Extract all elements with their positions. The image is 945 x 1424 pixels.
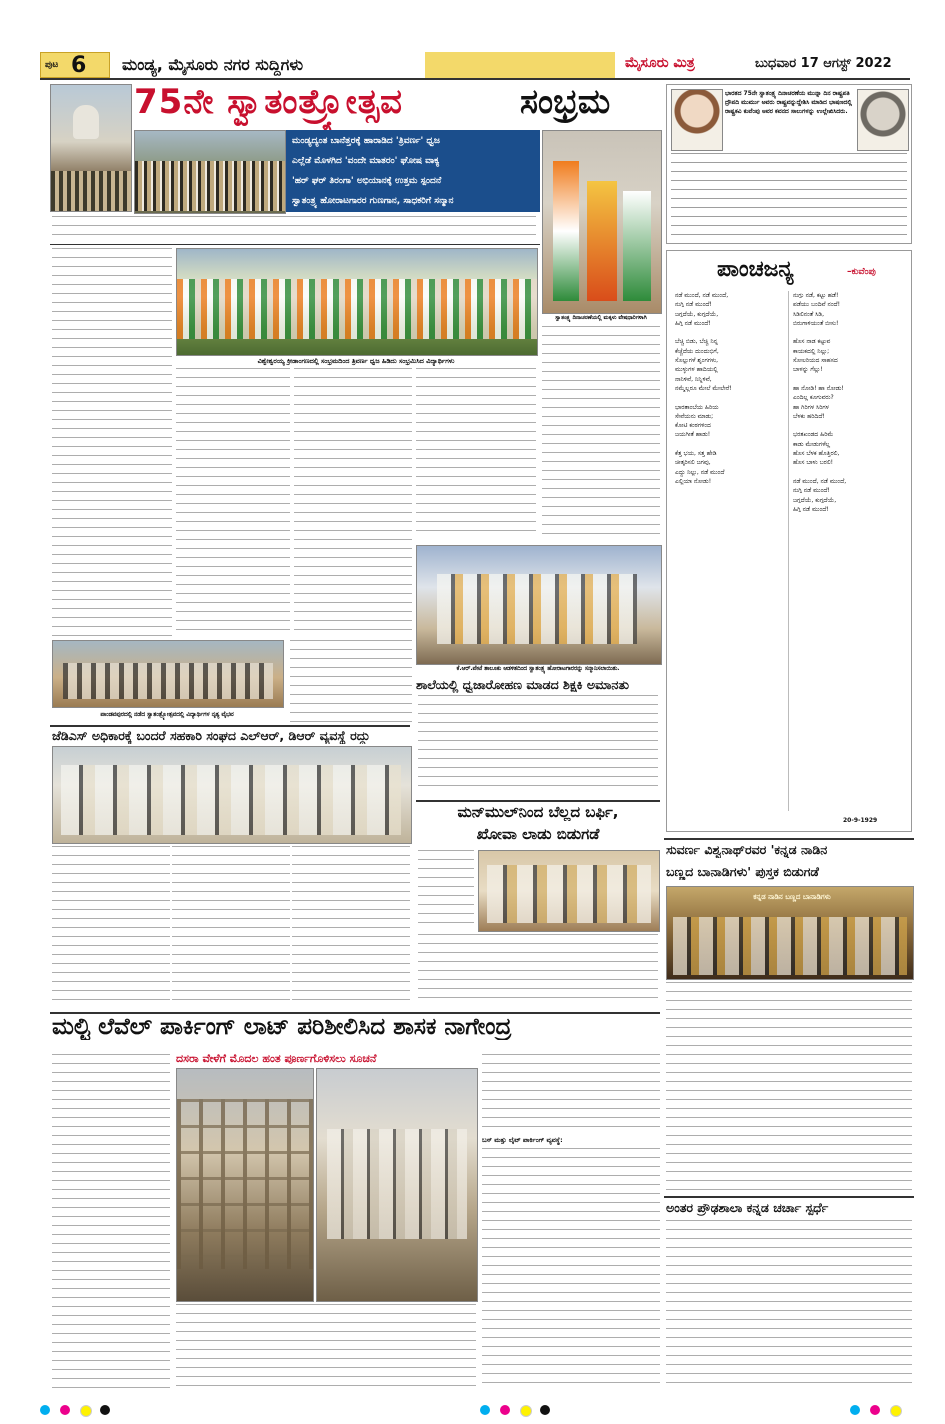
- march-photo: [134, 130, 286, 214]
- teacher-headline: ಶಾಲೆಯಲ್ಲಿ ಧ್ವಜಾರೋಹಣ ಮಾಡದ ಶಿಕ್ಷಕಿ ಅಮಾನತು: [416, 677, 629, 692]
- registration-mark: [480, 1405, 490, 1415]
- caption-honour: ಕೆ.ಆರ್.ಪೇಟೆ ತಾಲೂಕು ಆಡಳಿತದಿಂದ ಸ್ವಾತಂತ್ರ್ಯ ಹೋರಾಟಗಾರರನ್ನು ಸನ್ಮಾನಿಸಲಾಯಿತು.: [456, 666, 620, 672]
- registration-mark: [80, 1405, 92, 1417]
- lead-col2-text: [176, 368, 290, 630]
- caption-kids: ಸ್ವಾತಂತ್ರ್ಯ ದಿನಾಚರಣೆಯಲ್ಲಿ ಮಕ್ಕಳು ವೇಷಧಾರಿಗಳಾಗಿ: [555, 315, 647, 321]
- poem-col2: ನುಗ್ಗು ನಡೆ, ಕಟ್ಟು ಹಡೆ! ಪಡೆಯು ಬಂದಿವೆ ನಂದೆ! ಸಿಡಿಲಿನಂತೆ ಸಿಡಿ, ಬಿರುಗಾಳಿಯಂತೆ ಬೀಸು! ಹೊಸ ನಾಡ ಕಟ್ಟುವ ಕಾಯಕದಲ್ಲಿ ನಿಲ್ಲು; ಸೋಲರಿಯದ ಸಾಹಸದ ಬಾಳನ್ನು ಗೆಲ್ಲು! ಹಾ ನೋಡಿ! ಹಾ ನೋಡು! ಎಂದಿಲ್ಲ ಕೂಗುವರು? ಹಾ ಗಿರಿಗಳ ಸಿರಿಗಳ ಬೆಳಕು ಹರಿದಿದೆ! ಭರತಖಂಡದ ಹಿರಿಮೆ ಕಾಡು ಮೇಡುಗಳೆಲ್ಲ ಹೊಸ ಬೆಳಕ ಹೊತ್ತಿರಲಿ, ಹೊಸ ಬಾಳು ಬರಲಿ! ನಡೆ ಮುಂದೆ, ನಡೆ ಮುಂದೆ, ನುಗ್ಗಿ ನಡೆ ಮುಂದೆ! ಜಗ್ಗದೆಯೆ, ಕುಗ್ಗದೆಯೆ, ಹಿಗ್ಗಿ ನಡೆ ಮುಂದೆ!: [793, 292, 847, 513]
- sweets-col2-text: [418, 934, 658, 1006]
- parking-photo-1: [176, 1068, 314, 1302]
- parking-subhead: ದಸರಾ ವೇಳೆಗೆ ಮೊದಲ ಹಂತ ಪೂರ್ಣಗೊಳಿಸಲು ಸೂಚನೆ: [176, 1052, 377, 1065]
- jds-col1-text: [52, 846, 170, 1006]
- registration-mark: [500, 1405, 510, 1415]
- president-lead-text: ಭಾರತದ 75ನೇ ಸ್ವಾತಂತ್ರ್ಯ ದಿನಾಚರಣೆಯ ಮುನ್ನಾ ದಿನ ರಾಷ್ಟ್ರಪತಿ ದ್ರೌಪದಿ ಮುರ್ಮು ಅವರು ರಾಷ್ಟ್ರವನ್ನುದ್ದೇಶಿಸಿ ಮಾಡಿದ ಭಾಷಣದಲ್ಲಿ ರಾಷ್ಟ್ರಕವಿ ಕುವೆಂಪು ಅವರ ಕವನದ ಸಾಲುಗಳನ್ನು ಉಲ್ಲೇಖಿಸಿದರು.: [725, 90, 852, 115]
- sweets-headline-2: ಖೋವಾ ಲಾಡು ಬಿಡುಗಡೆ: [476, 825, 600, 843]
- poem-title: ಪಾಂಚಜನ್ಯ: [717, 257, 794, 282]
- jds-col3-text: [292, 846, 410, 1006]
- kids-col-text: [542, 326, 660, 536]
- registration-mark: [870, 1405, 880, 1415]
- debate-story-text: [666, 1220, 912, 1388]
- registration-mark: [60, 1405, 70, 1415]
- registration-mark: [520, 1405, 532, 1417]
- book-banner: ಕನ್ನಡ ನಾಡಿನ ಬಣ್ಣದ ಬಾನಾಡಿಗಳು: [753, 893, 831, 901]
- parking-col3-text: [482, 1054, 660, 1134]
- lead-title-b: ಸಂಭ್ರಮ: [520, 82, 611, 122]
- lead-title-a: 75ನೇ ಸ್ವಾತಂತ್ರ್ಯೋತ್ಸವ: [134, 82, 403, 122]
- sweets-headline-1: ಮನ್‌ಮುಲ್‌ನಿಂದ ಬೆಲ್ಲದ ಬರ್ಫಿ,: [457, 803, 619, 821]
- book-headline-1: ಸುವರ್ಣ ವಿಶ್ವನಾಥ್‌ರವರ 'ಕನ್ನಡ ನಾಡಿನ: [666, 842, 828, 857]
- registration-mark: [890, 1405, 902, 1417]
- parking-col3b-text: [482, 1148, 660, 1390]
- bullet-1: ಮಂಡ್ಯದ್ಯಂತ ಬಾನೆತ್ತರಕ್ಕೆ ಹಾರಾಡಿದ 'ತ್ರಿವರ್ಣ' ಧ್ವಜ: [286, 132, 540, 151]
- masthead: [40, 50, 910, 80]
- registration-mark: [100, 1405, 110, 1415]
- section-fill: [425, 52, 615, 78]
- debate-headline: ಅಂತರ ಪ್ರೌಢಶಾಲಾ ಕನ್ನಡ ಚರ್ಚಾ ಸ್ಪರ್ಧೆ: [666, 1200, 829, 1215]
- page-label: ಪುಟ: [45, 60, 59, 70]
- dance-photo: [52, 640, 284, 708]
- parking-col1-text: [52, 1054, 170, 1390]
- president-box: [666, 84, 912, 244]
- lead-intro-text: [52, 216, 536, 242]
- lead-col3-text: [294, 368, 412, 630]
- parking-photo-caption: [176, 1304, 476, 1390]
- date-line: ಬುಧವಾರ 17 ಆಗಸ್ಟ್ 2022: [755, 56, 892, 71]
- paper-name: ಮೈಸೂರು ಮಿತ್ರ: [625, 55, 695, 71]
- poem-col1: ನಡೆ ಮುಂದೆ, ನಡೆ ಮುಂದೆ, ನುಗ್ಗಿ ನಡೆ ಮುಂದೆ! ಜಗ್ಗದೆಯೆ, ಕುಗ್ಗದೆಯೆ, ಹಿಗ್ಗಿ ನಡೆ ಮುಂದೆ! ಬೆಚ್ಚಿ ಬಿಡು, ಬೆಚ್ಚಿ ನಿನ್ನ ಕೆಚ್ಚೆದೆಯ ದುಂದುಭಿಗೆ, ಸೊಲ್ಲುಗಳೆ ಶೃಂಗಗಳು, ಮುಳ್ಳುಗಳ ಹಾದಿಯಲ್ಲಿ ನಾನಿಳಿವೆ, ನಿನ್ನಿಳಿವೆ, ನಮ್ಮೆಲ್ಲರೂ ಮೇಲೆ ಮೇಲೇರೆ! ಭಾರತಾಂಬೆಯ ಹಿರಿಯ ಸೇವೆಯನು ಮಾಡು; ಕೋಟಿ ಕಂಠಗಳಿಂದ ಜಯಗೀತೆ ಹಾಡು! ಕೆತ್ತ ಭಯ, ಸತ್ತ ಹೇಡಿ ಚೀತ್ಕರಿಸಲಿ ಜಗವು, ಎದ್ದು ನಿಲ್ಲು, ನಡೆ ಮುಂದೆ ಎಲ್ಲಿಯಾ ನೋಡು!: [675, 292, 732, 485]
- page-number: 6: [71, 53, 87, 78]
- poem-author: –ಕುವೆಂಪು: [847, 267, 876, 277]
- section-title: ಮಂಡ್ಯ, ಮೈಸೂರು ನಗರ ಸುದ್ದಿಗಳು: [122, 55, 304, 74]
- poem-box: [666, 250, 912, 832]
- bullet-2: ಎಲ್ಲೆಡೆ ಮೊಳಗಿದ 'ವಂದೇ ಮಾತರಂ' ಘೋಷ ವಾಕ್ಯ: [286, 152, 540, 171]
- registration-mark: [540, 1405, 550, 1415]
- jds-headline: ಜೆಡಿಎಸ್ ಅಧಿಕಾರಕ್ಕೆ ಬಂದರೆ ಸಹಕಾರಿ ಸಂಘದ ಎಲ್‌ಆರ್, ಡಿಆರ್ ವ್ಯವಸ್ಥೆ ರದ್ದು: [52, 728, 370, 743]
- bullet-3: 'ಹರ್ ಘರ್ ತಿರಂಗಾ' ಅಭಿಯಾನಕ್ಕೆ ಉತ್ತಮ ಸ್ಪಂದನೆ: [286, 172, 540, 191]
- caption-stadium: ವಿಶ್ವೇಶ್ವರಯ್ಯ ಕ್ರೀಡಾಂಗಣದಲ್ಲಿ ಸಂಭ್ರಮದಿಂದ ತ್ರಿವರ್ಣ ಧ್ವಜ ಹಿಡಿದು ಸಂಭ್ರಮಿಸಿದ ವಿದ್ಯಾರ್ಥಿಗಳು: [257, 357, 455, 365]
- parking-inline-head: ಬಸ್ ಮತ್ತು ಲೈಟ್ ಪಾರ್ಕಿಂಗ್ ವ್ಯವಸ್ಥೆ:: [482, 1136, 563, 1144]
- president-photo: [671, 89, 723, 151]
- honour-photo: [416, 545, 662, 665]
- parade-photo: [50, 84, 132, 212]
- caption-parade: ಪಾಂಡವಪುರದಲ್ಲಿ ನಡೆದ ಸ್ವಾತಂತ್ರ್ಯೋತ್ಸವದಲ್ಲಿ ವಿದ್ಯಾರ್ಥಿಗಳ ನೃತ್ಯ ವೈಭವ: [100, 712, 234, 718]
- kids-photo: [542, 130, 662, 314]
- stadium-photo: [176, 248, 538, 356]
- page-number-box: [40, 52, 110, 78]
- registration-mark: [40, 1405, 50, 1415]
- lead-col4-text: [416, 368, 536, 538]
- lead-bullets: [286, 130, 540, 212]
- sweets-photo: [478, 850, 660, 932]
- teacher-story-text: [418, 695, 658, 793]
- jds-col2-text: [172, 846, 290, 1006]
- registration-mark: [850, 1405, 860, 1415]
- poem-date: 20-9-1929: [843, 817, 878, 824]
- bullet-4: ಸ್ವಾತಂತ್ರ್ಯ ಹೋರಾಟಗಾರರ ಗುಣಗಾನ, ಸಾಧಕರಿಗೆ ಸನ್ಮಾನ: [286, 192, 540, 211]
- lead-col1-text: [52, 248, 172, 638]
- jds-photo: [52, 746, 412, 844]
- book-headline-2: ಬಣ್ಣದ ಬಾನಾಡಿಗಳು' ಪುಸ್ತಕ ಬಿಡುಗಡೆ: [666, 864, 819, 879]
- kuvempu-photo: [857, 89, 909, 151]
- lead-col-bottom-text: [290, 640, 412, 724]
- sweets-col1-text: [418, 850, 474, 930]
- parking-headline: ಮಲ್ಟಿ ಲೆವೆಲ್ ಪಾರ್ಕಿಂಗ್ ಲಾಟ್ ಪರಿಶೀಲಿಸಿದ ಶಾಸಕ ನಾಗೇಂದ್ರ: [52, 1014, 512, 1040]
- book-story-text: [666, 982, 912, 1192]
- parking-photo-2: [316, 1068, 478, 1302]
- book-photo: [666, 886, 914, 980]
- president-body-text: [671, 153, 907, 239]
